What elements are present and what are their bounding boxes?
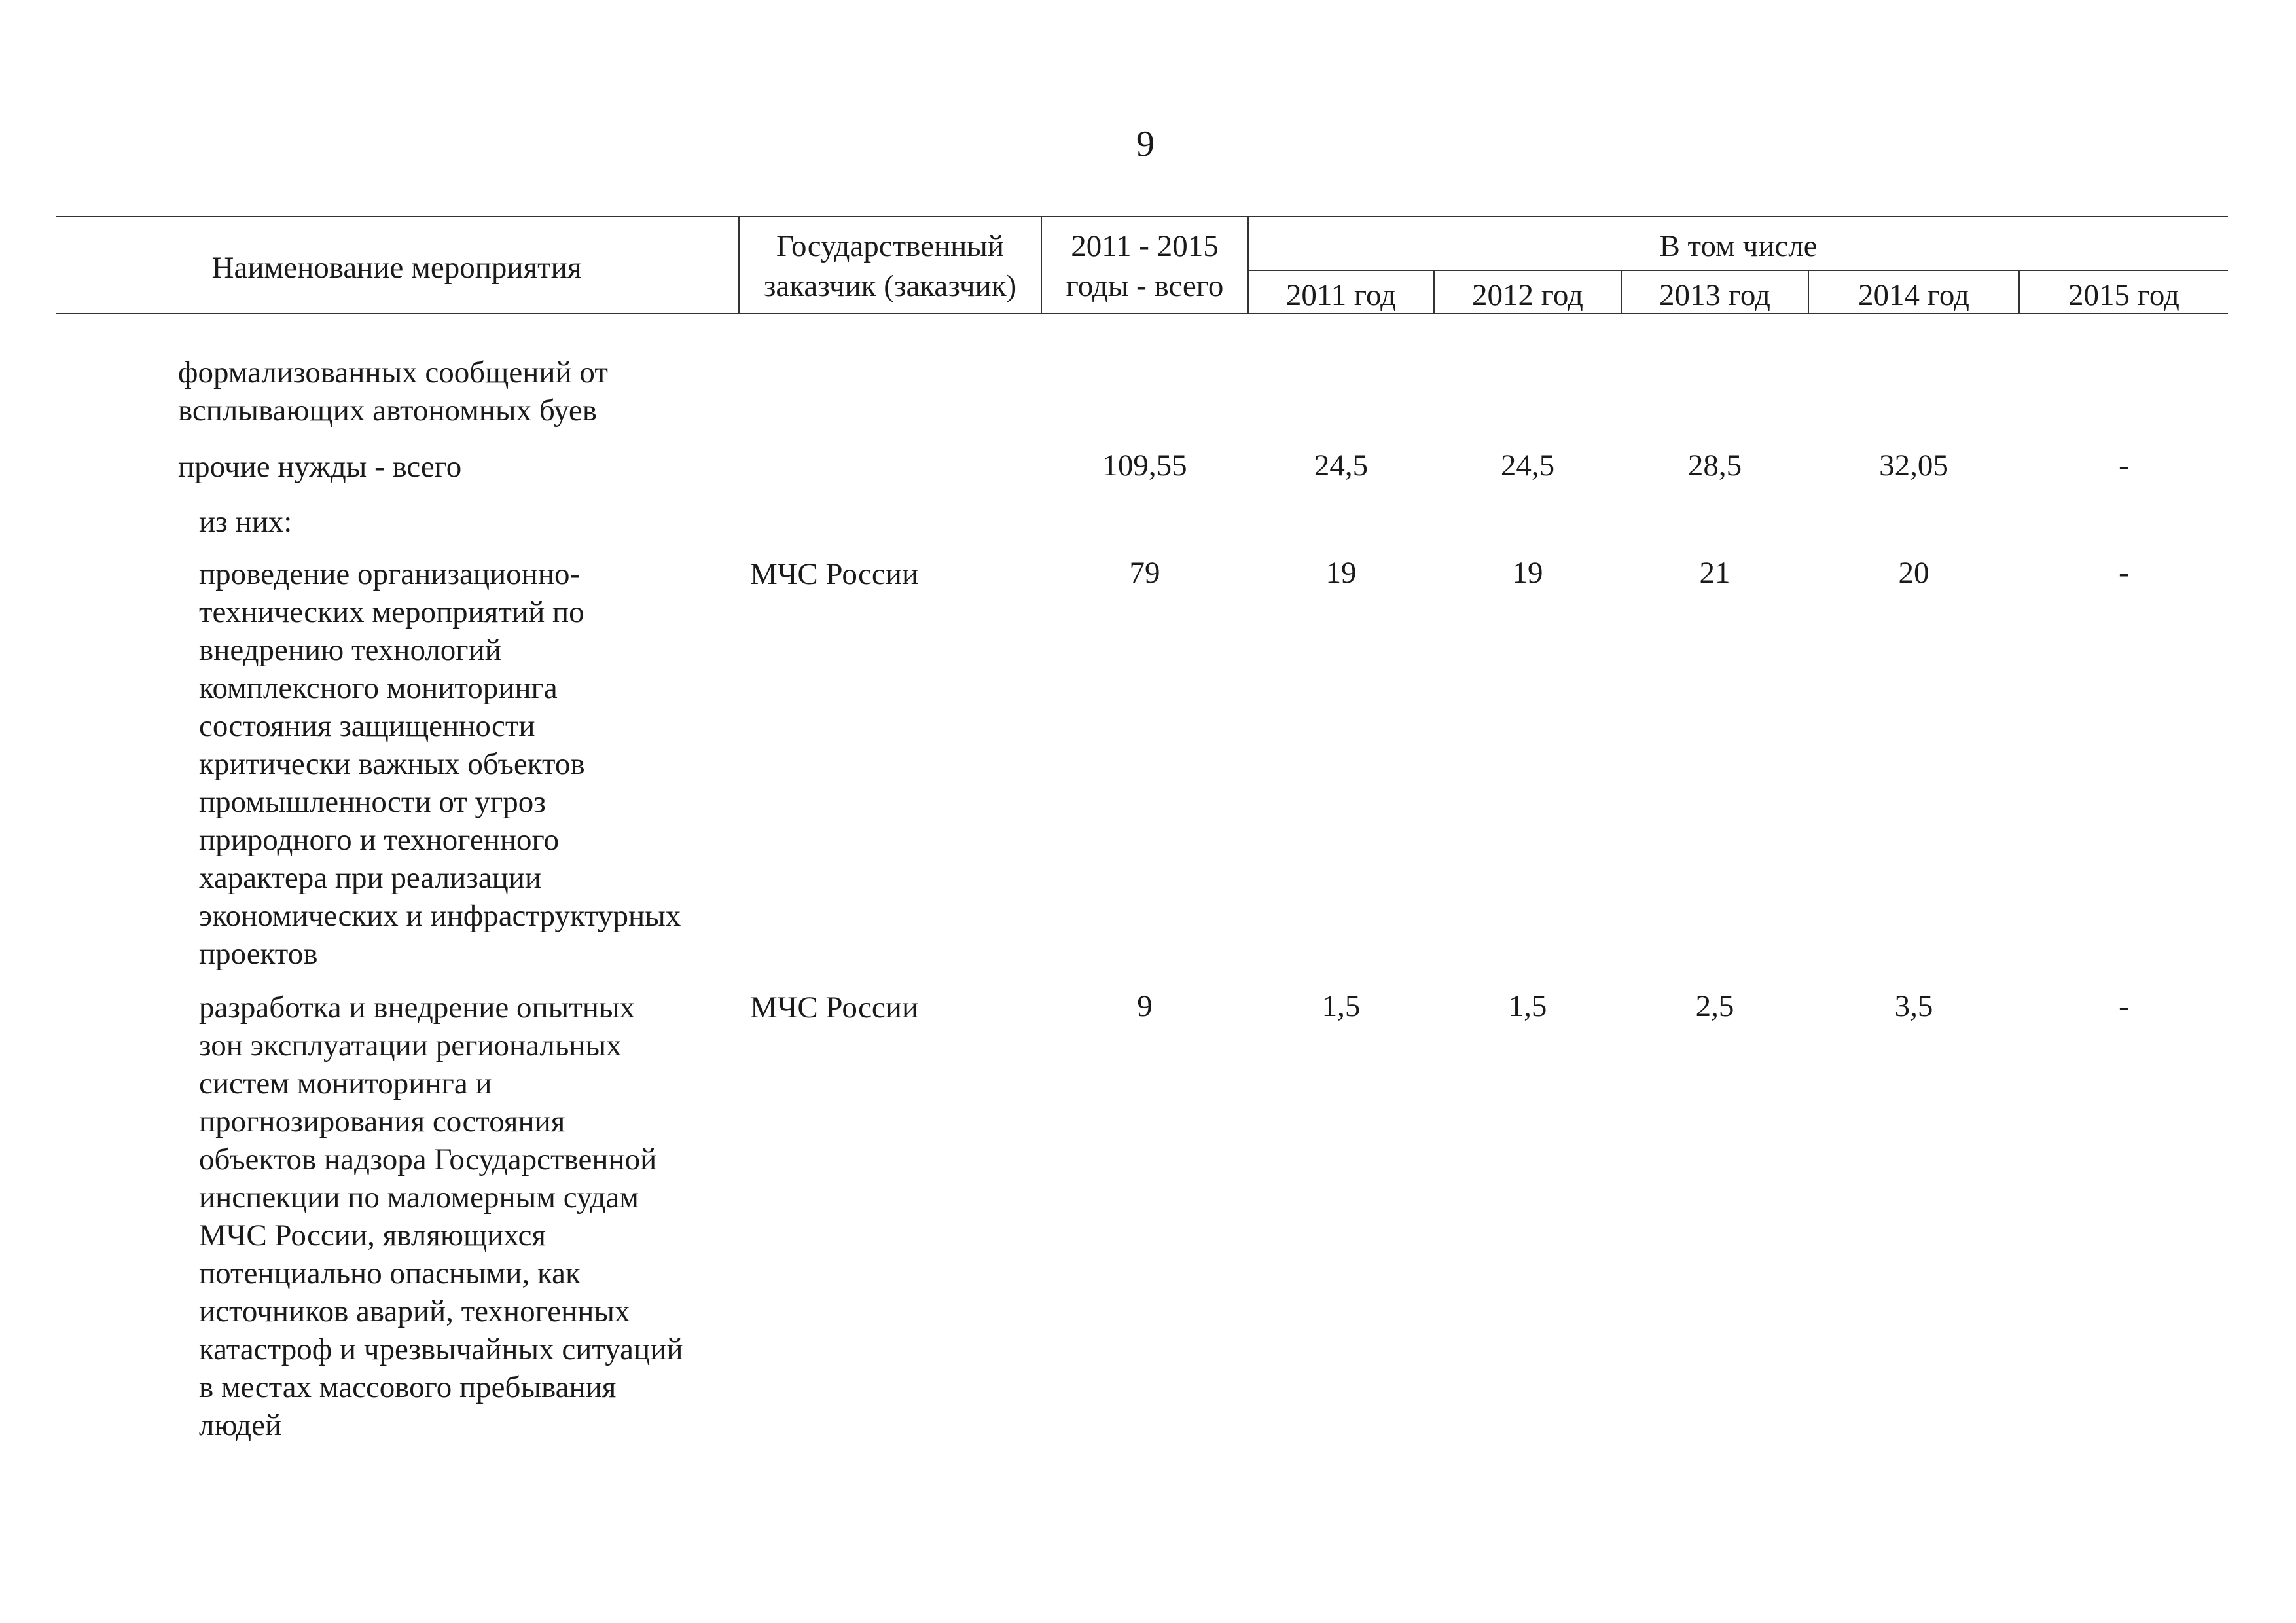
row-name-pilot-zones: разработка и внедрение опытных зон эксплуатации региональных систем мониторинга и прогнозирования состояния объектов надзора Государственной инспекции по маломерным судам МЧС России, являющихся потенциально опасными, как источников аварий, техногенных катастроф и чрезвычайных ситуаций в местах массового пребывания людей [199, 991, 683, 1442]
header-year-2015: 2015 год [2068, 278, 2179, 312]
row-other-needs-2015: - [2119, 448, 2129, 483]
row-name-of-which: из них: [199, 505, 293, 539]
row-other-needs-2011: 24,5 [1314, 448, 1369, 483]
row-organizational-measures-2012: 19 [1512, 556, 1543, 590]
header-year-2014: 2014 год [1858, 278, 1969, 312]
row-organizational-measures-customer: МЧС России [750, 557, 919, 591]
header-total-line2: годы - всего [1066, 269, 1224, 303]
header-customer-line1: Государственный [776, 229, 1004, 263]
row-organizational-measures-2013: 21 [1699, 556, 1731, 590]
row-other-needs-2013: 28,5 [1687, 448, 1742, 483]
row-organizational-measures-2011: 19 [1325, 556, 1357, 590]
header-year-2011: 2011 год [1285, 278, 1397, 312]
header-top-rule [56, 216, 2228, 217]
row-pilot-zones-2013: 2,5 [1695, 989, 1734, 1023]
row-other-needs-2014: 32,05 [1879, 448, 1948, 483]
row-pilot-zones-2011: 1,5 [1321, 989, 1361, 1023]
row-other-needs-total-value: 109,55 [1102, 448, 1187, 483]
row-name-organizational-measures: проведение организационно- технических мероприятий по внедрению технологий комплексного мониторинга состояния защищенности критически важных объектов промышленности от угроз природного и техногенного характера при реализации экономических и инфраструктурных проектов [199, 557, 681, 971]
header-including: В том числе [1659, 229, 1818, 263]
row-pilot-zones-2012: 1,5 [1508, 989, 1547, 1023]
header-year-2013: 2013 год [1659, 278, 1770, 312]
row-organizational-measures-2015: - [2119, 556, 2129, 590]
row-organizational-measures-total: 79 [1129, 556, 1160, 590]
header-subrule [1249, 270, 2228, 271]
header-name-column: Наименование мероприятия [211, 251, 582, 285]
row-pilot-zones-2014: 3,5 [1894, 989, 1933, 1023]
header-total-line1: 2011 - 2015 [1071, 229, 1219, 263]
row-other-needs-2012: 24,5 [1500, 448, 1555, 483]
row-pilot-zones-customer: МЧС России [750, 991, 919, 1025]
page-number: 9 [1136, 124, 1155, 164]
header-customer-line2: заказчик (заказчик) [763, 269, 1017, 303]
row-pilot-zones-2015: - [2119, 989, 2129, 1023]
row-organizational-measures-2014: 20 [1898, 556, 1929, 590]
row-name-other-needs-total: прочие нужды - всего [178, 450, 462, 484]
header-year-2012: 2012 год [1472, 278, 1583, 312]
row-pilot-zones-total: 9 [1137, 989, 1153, 1023]
row-name-continuation: формализованных сообщений от всплывающих автономных буев [178, 356, 608, 428]
